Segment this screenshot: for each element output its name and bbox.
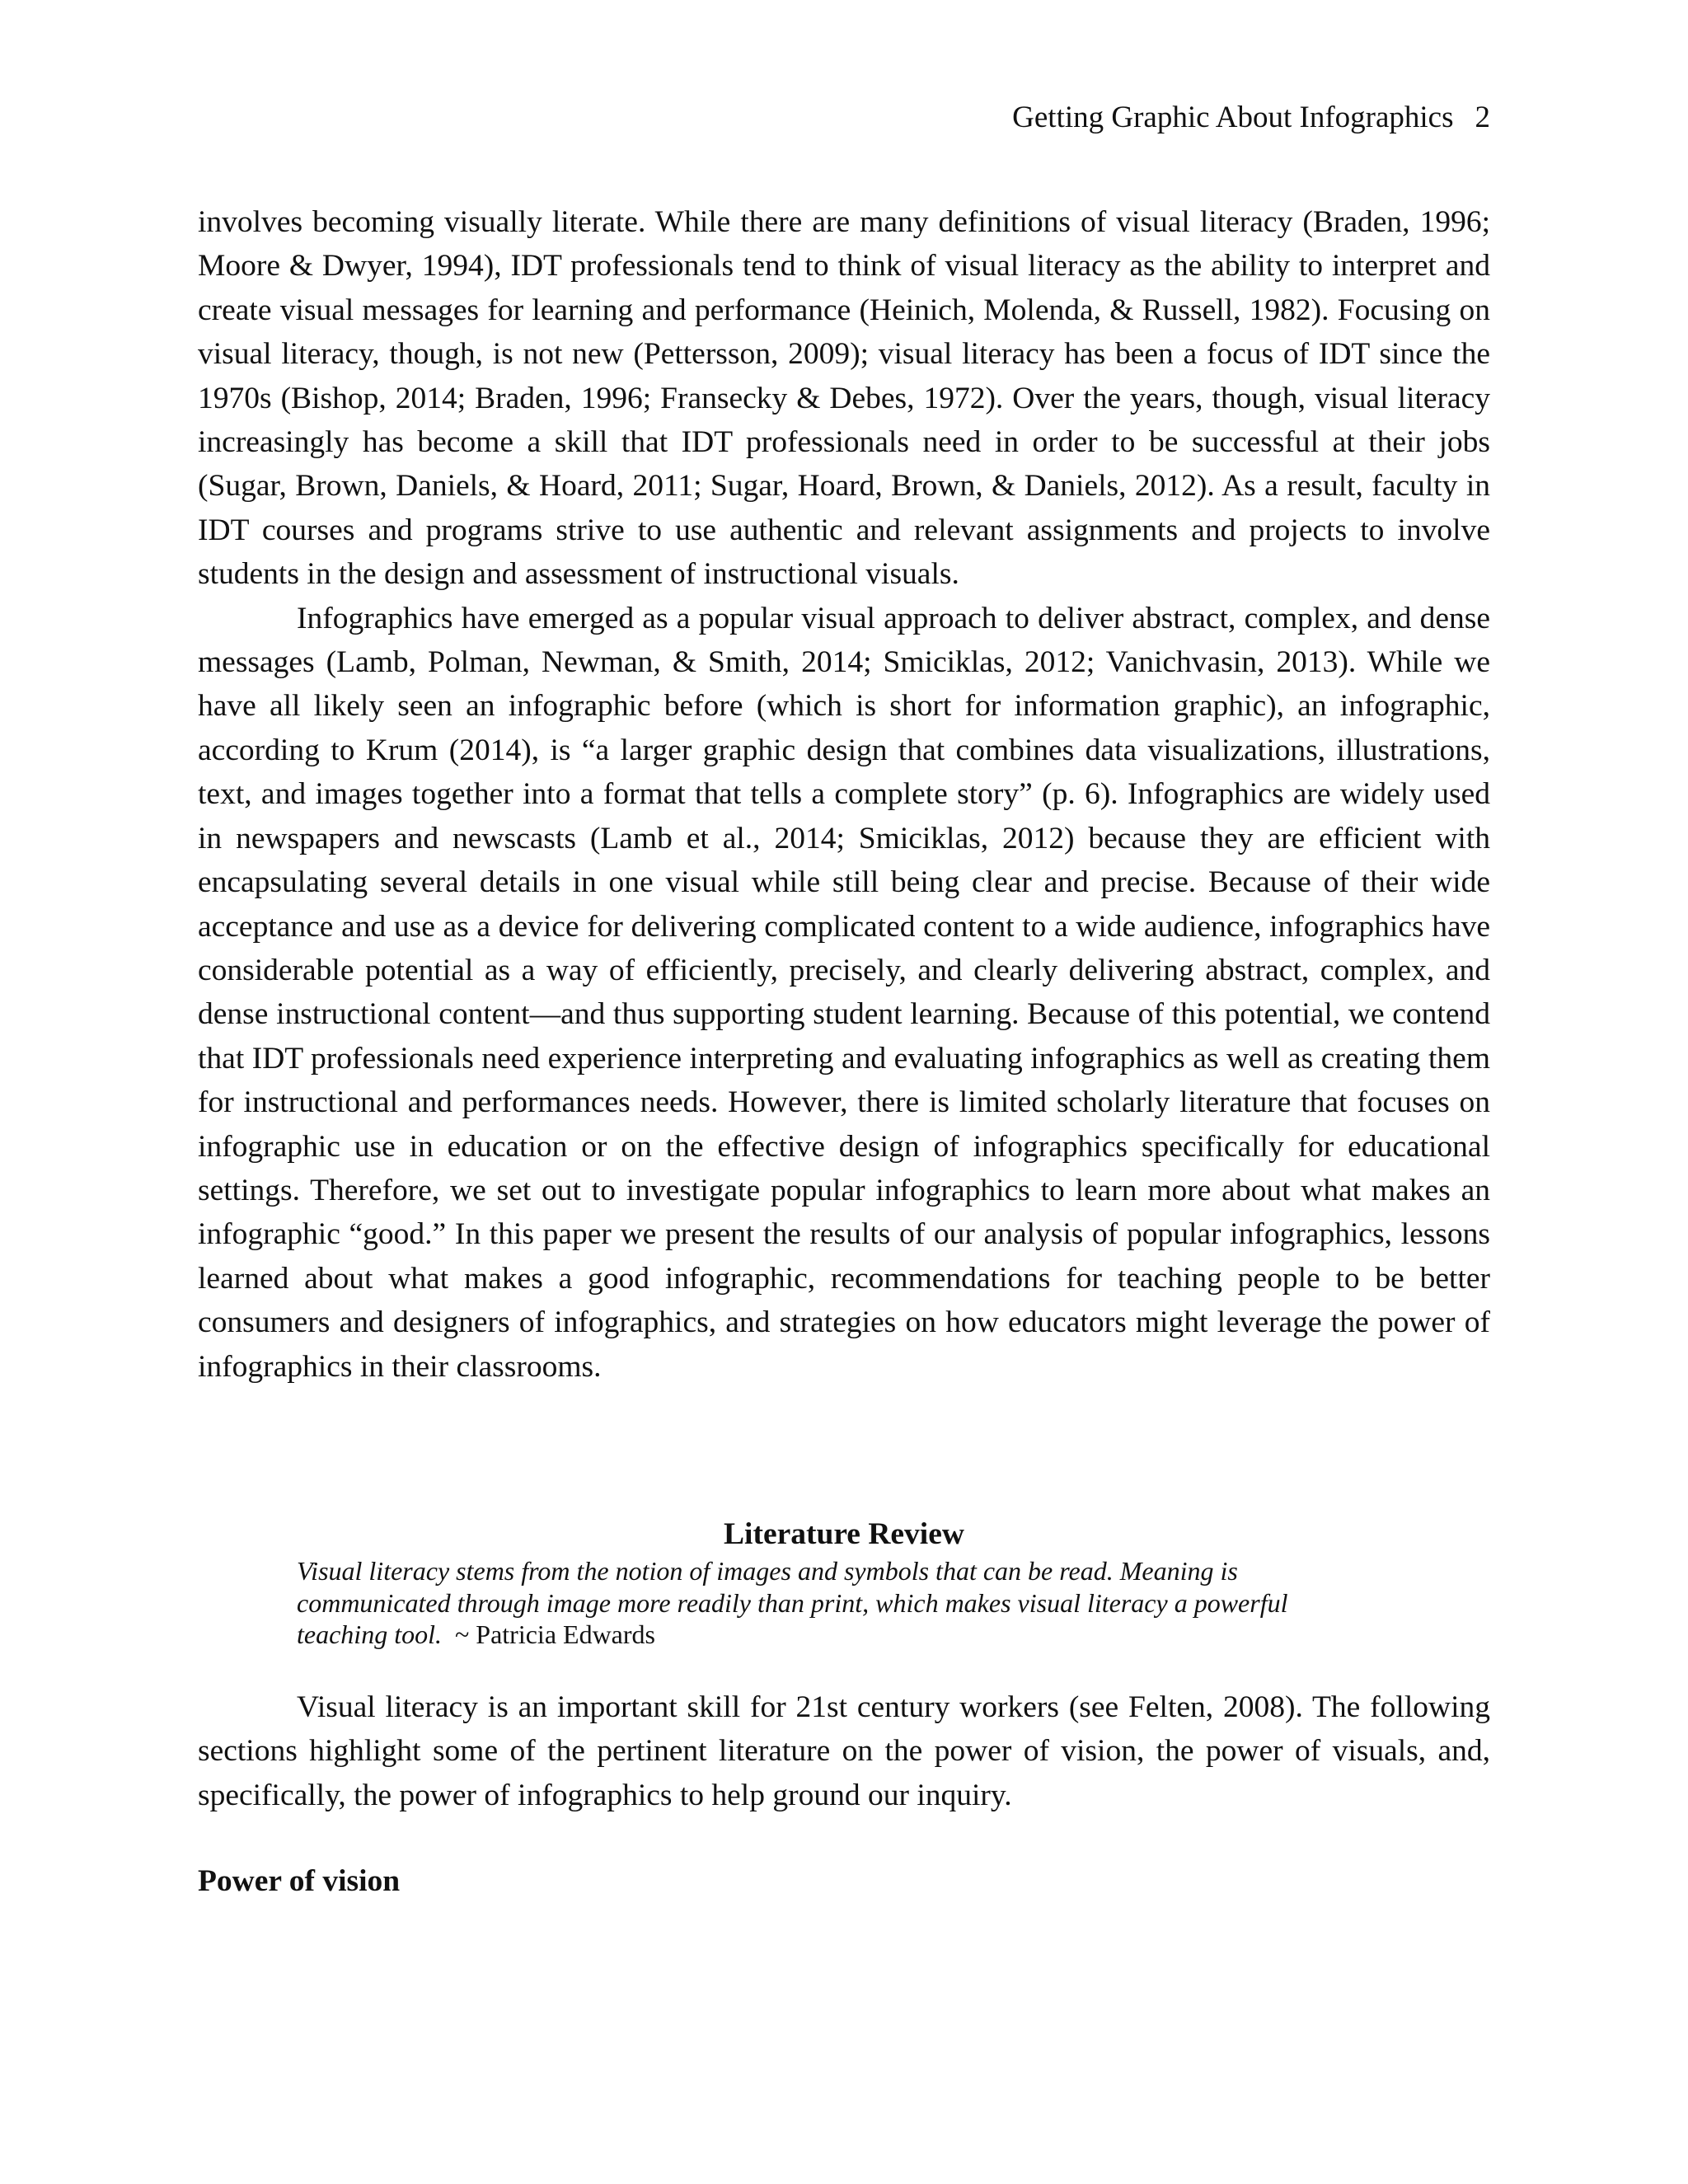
- page-number: 2: [1475, 101, 1490, 134]
- intro-paragraphs: [198, 200, 1490, 1389]
- epigraph-quote: Visual literacy stems from the notion of images and symbols that can be read. Meaning is communicated through image more readily than print, which makes visual literacy a powerful teaching tool.: [297, 1556, 1288, 1649]
- epigraph-attribution: ~ Patricia Edwards: [454, 1619, 655, 1649]
- paragraph-infographics: Infographics have emerged as a popular visual approach to deliver abstract, complex, and dense messages (Lamb, Polman, Newman, & Smith, 2014; Smiciklas, 2012; Vanichvasin, 2013). While we have all likely seen an infographic before (which is short for information graphic), an infographic, according to Krum (2014), is “a larger graphic design that combines data visualizations, illustrations, text, and images together into a format that tells a complete story” (p. 6). Infographics are widely used in newspapers and newscasts (Lamb et al., 2014; Smiciklas, 2012) because they are efficient with encapsulating several details in one visual while still being clear and precise. Because of their wide acceptance and use as a device for delivering complicated content to a wide audience, infographics have considerable potential as a way of efficiently, precisely, and clearly delivering abstract, complex, and dense instructional content—and thus supporting student learning. Because of this potential, we contend that IDT professionals need experience interpreting and evaluating infographics as well as creating them for instructional and performances needs. However, there is limited scholarly literature that focuses on infographic use in education or on the effective design of infographics specifically for educational settings. Therefore, we set out to investigate popular infographics to learn more about what makes an infographic “good.” In this paper we present the results of our analysis of popular infographics, lessons learned about what makes a good infographic, recommendations for teaching people to be better consumers and designers of infographics, and strategies on how educators might leverage the power of infographics in their classrooms.: [198, 601, 1490, 1384]
- paragraph-continued: involves becoming visually literate. While there are many definitions of visual literacy (Braden, 1996; Moore & Dwyer, 1994), IDT professionals tend to think of visual literacy as the ability to interpret and create visual messages for learning and performance (Heinich, Molenda, & Russell, 1982). Focusing on visual literacy, though, is not new (Pettersson, 2009); visual literacy has been a focus of IDT since the 1970s (Bishop, 2014; Braden, 1996; Fransecky & Debes, 1972). Over the years, though, visual literacy increasingly has become a skill that IDT professionals need in order to be successful at their jobs (Sugar, Brown, Daniels, & Hoard, 2011; Sugar, Hoard, Brown, & Daniels, 2012). As a result, faculty in IDT courses and programs strive to use authentic and relevant assignments and projects to involve students in the design and assessment of instructional visuals.: [198, 205, 1490, 592]
- running-head-title: Getting Graphic About Infographics: [1012, 101, 1454, 134]
- section-heading-literature-review: Literature Review: [724, 1517, 964, 1551]
- epigraph: [297, 1555, 1368, 1651]
- paragraph-literature-review: Visual literacy is an important skill for 21st century workers (see Felten, 2008). The following sections highlight some of the pertinent literature on the power of vision, the power of visuals, and, specifically, the power of infographics to help ground our inquiry.: [198, 1690, 1490, 1812]
- running-head: [1012, 97, 1490, 138]
- subsection-heading-power-of-vision: Power of vision: [198, 1864, 401, 1898]
- literature-review-body: [198, 1685, 1490, 1817]
